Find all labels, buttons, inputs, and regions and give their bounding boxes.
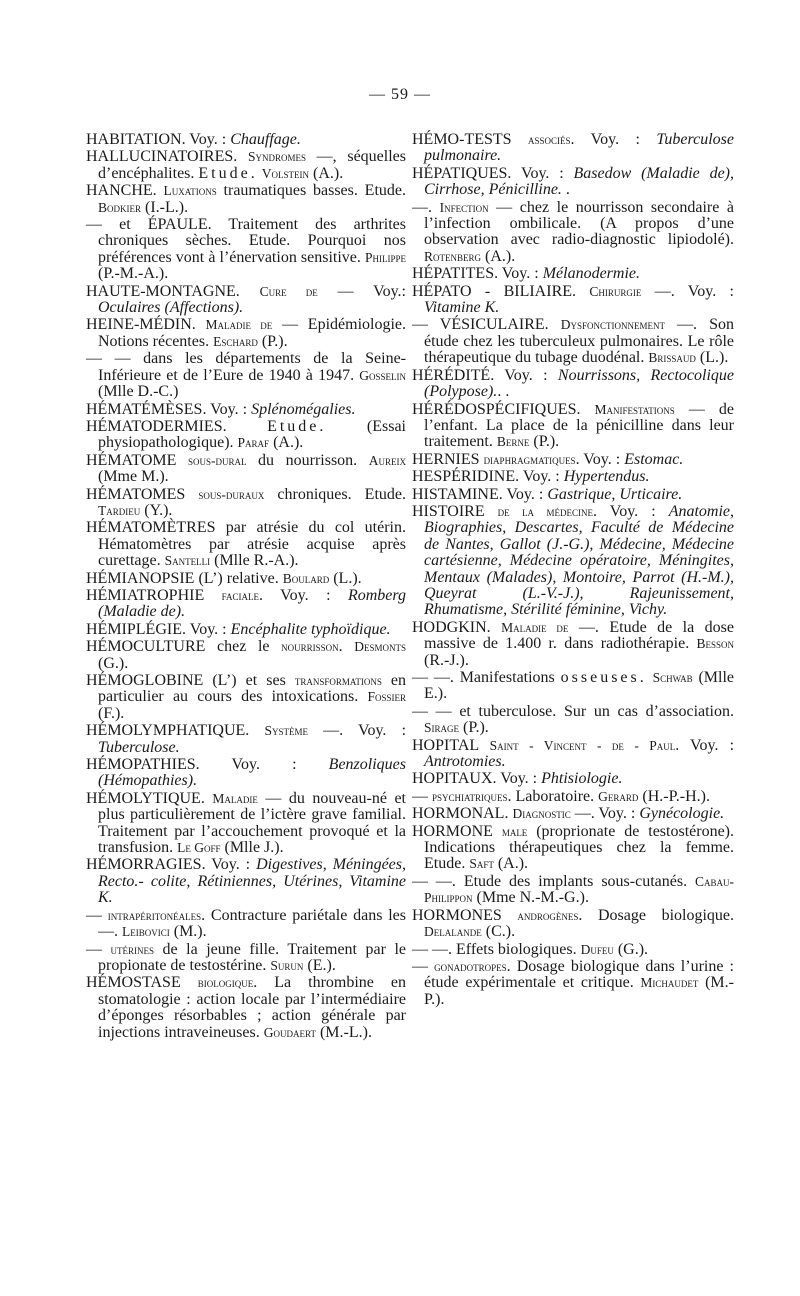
entry-segment: (E.). xyxy=(303,956,336,974)
entry-segment: osseuses. xyxy=(560,669,647,686)
index-entry xyxy=(412,908,734,941)
entry-segment: HÉMOGLOBINE (L’) et ses xyxy=(86,672,295,689)
entry-segment: Digestives, Méningées, Recto.- colite, Rétiniennes, Utérines, Vitamine K. xyxy=(98,856,406,907)
entry-segment: (Mlle R.-A.). xyxy=(210,552,299,570)
entry-segment: (Y.). xyxy=(140,501,173,519)
entry-segment: Le Goff xyxy=(177,840,221,856)
index-entry xyxy=(86,975,406,1041)
entry-segment: HÉMATOME xyxy=(86,451,188,469)
entry-segment: HISTAMINE. Voy. : xyxy=(412,485,548,503)
index-entry xyxy=(86,622,406,638)
index-entry xyxy=(412,504,734,619)
entry-segment: Maladie de xyxy=(501,619,569,635)
entry-segment: — xyxy=(86,906,108,924)
entry-segment: . xyxy=(338,638,355,656)
entry-segment: Berne xyxy=(496,434,530,450)
entry-segment: chroniques. Etude. xyxy=(264,485,406,503)
entry-segment: (M.-P.). xyxy=(424,974,734,1008)
index-entry xyxy=(412,284,734,317)
entry-segment: HOPITAUX. Voy. : xyxy=(412,770,542,788)
entry-segment: —. Voy. : xyxy=(307,722,407,740)
entry-segment: Desmonts xyxy=(354,639,407,655)
entry-segment: (Mlle J.). xyxy=(220,839,284,857)
entry-segment: Saint - Vincent - de - Paul xyxy=(489,737,676,753)
entry-segment: Chauffage. xyxy=(230,131,301,148)
entry-segment: Boulard xyxy=(282,570,330,586)
entry-segment: HÉMO-TESTS xyxy=(412,131,528,148)
entry-segment: sous-duraux xyxy=(198,486,265,502)
index-entry xyxy=(412,771,734,787)
entry-segment: de la médecine xyxy=(497,503,593,519)
entry-segment: . La thrombine en stomatologie : action locale par l’intermédiaire d’éponges résorbables ; action générale par injections intraveineuses. xyxy=(98,974,406,1041)
entry-segment: Estomac. xyxy=(624,450,684,468)
entry-segment: Gynécologie. xyxy=(639,805,725,823)
entry-segment: HODGKIN. xyxy=(412,618,502,636)
entry-segment: Santelli xyxy=(164,553,211,569)
entry-segment: Saft xyxy=(469,856,494,872)
entry-segment: HOPITAL xyxy=(412,736,490,754)
entry-segment: (I.-L.). xyxy=(141,198,189,216)
entry-segment: HÉPATIQUES. Voy. : xyxy=(412,164,574,182)
entry-segment: Delalande xyxy=(424,924,482,940)
entry-segment: Cabau-Philippon xyxy=(424,873,734,906)
entry-segment: Sirage xyxy=(424,720,460,736)
entry-segment: HESPÉRIDINE. Voy. : xyxy=(412,468,564,486)
entry-segment: HÉMATÉMÈSES. Voy. : xyxy=(86,400,252,418)
index-entry xyxy=(412,959,734,1008)
entry-segment: Gerard xyxy=(598,788,639,804)
entry-segment: Philippe xyxy=(364,249,406,265)
index-entry xyxy=(86,132,406,148)
index-entry xyxy=(412,942,734,958)
index-entry xyxy=(86,351,406,400)
entry-segment: Dufeu xyxy=(580,941,614,957)
entry-segment: . Voy. : xyxy=(675,736,735,754)
entry-segment: . Voy. : xyxy=(592,502,669,520)
entry-segment: HORMONES xyxy=(412,906,518,924)
index-entry xyxy=(412,317,734,366)
entry-segment: Vitamine K. xyxy=(424,299,500,317)
entry-segment: intrapéritonéales xyxy=(107,907,202,923)
index-entry xyxy=(412,874,734,907)
entry-segment: Aureix xyxy=(368,452,406,468)
index-entry xyxy=(412,402,734,451)
entry-segment: (Mlle D.-C.) xyxy=(98,383,179,401)
entry-segment: Romberg (Maladie de). xyxy=(98,586,407,621)
entry-segment: HÉMORRAGIES. Voy. : xyxy=(86,856,257,874)
entry-segment: Gastrique, Urticaire. xyxy=(547,485,683,503)
entry-segment: HÉMOCULTURE chez le xyxy=(86,638,282,656)
entry-segment: Manifestations xyxy=(594,401,675,417)
entry-segment: sous-dural xyxy=(187,452,247,468)
entry-segment: HÉMOPATHIES. Voy. : xyxy=(86,756,329,774)
entry-segment: faciale xyxy=(221,587,260,603)
entry-segment: — xyxy=(86,940,111,958)
entry-segment: (R.-J.). xyxy=(424,651,469,669)
entry-segment: Syndromes xyxy=(247,149,306,165)
entry-segment: Chirurgie xyxy=(589,283,642,299)
entry-segment: — chez le nourrisson secondaire à l’infection ombilicale. (A propos d’une observation avec radio-diagnostic lipiodolé). xyxy=(424,198,735,249)
entry-segment: Basedow (Maladie de), Cirrhose, Pénicilline. xyxy=(424,164,734,199)
entry-segment: — VÉSICULAIRE. xyxy=(412,316,561,334)
entry-segment: (P.-M.-A.). xyxy=(98,265,169,283)
entry-segment: HÉMOLYMPHATIQUE. xyxy=(86,722,265,740)
entry-segment: HÉMOLYTIQUE. xyxy=(86,789,213,807)
entry-segment: Infection xyxy=(439,199,489,215)
entry-segment: — — et tuberculose. Sur un cas d’association. xyxy=(412,702,734,720)
entry-segment: — Epidémiologie. Notions récentes. xyxy=(98,316,407,350)
index-entry xyxy=(86,317,406,350)
entry-segment: associés xyxy=(527,132,571,147)
entry-segment: HÉRÉDOSPÉCIFIQUES. xyxy=(412,400,595,418)
entry-segment: (C.). xyxy=(481,923,516,941)
entry-segment: HORMONE xyxy=(412,822,502,840)
entry-segment: transformations xyxy=(294,673,382,688)
entry-segment: — — dans les départements de la Seine-Inférieure et de l’Eure de 1940 à 1947. xyxy=(86,350,406,384)
entry-segment: Eschard xyxy=(213,333,258,349)
entry-segment: (G.). xyxy=(98,654,129,672)
entry-segment: Etude. xyxy=(198,164,258,182)
entry-segment: Cure de xyxy=(259,283,318,299)
entry-segment: — et ÉPAULE. Traitement des arthrites chroniques sèches. Etude. Pourquoi nos préférences vont à l’énervation sensitive. xyxy=(86,216,406,266)
index-entry xyxy=(412,824,734,873)
entry-segment: — —. Effets biologiques. xyxy=(412,940,581,958)
entry-segment: Tardieu xyxy=(98,502,141,518)
entry-segment: Mélanodermie. xyxy=(542,265,641,283)
index-entry xyxy=(86,791,406,857)
entry-segment: (M.). xyxy=(169,923,207,941)
entry-segment: utérines xyxy=(110,941,155,957)
entry-segment: Michaudet xyxy=(640,975,699,991)
entry-segment: Encéphalite typhoïdique. xyxy=(230,620,391,638)
entry-segment: diaphragmatiques xyxy=(483,451,576,467)
entry-segment: —, séquelles d’encéphalites. xyxy=(98,148,406,182)
entry-segment: Leibovici xyxy=(122,924,170,940)
entry-segment: Nourrissons, Rectocolique (Polypose). xyxy=(424,366,735,401)
entry-segment: Luxations xyxy=(163,183,217,199)
entry-segment: Paraf xyxy=(237,435,270,451)
entry-segment: androgènes xyxy=(517,907,579,923)
entry-segment: HÉMIANOPSIE (L’) relative. xyxy=(86,569,283,587)
index-entry xyxy=(86,453,406,486)
entry-segment: (L.). xyxy=(695,349,729,367)
entry-segment: Tuberculose pulmonaire. xyxy=(424,131,734,165)
entry-segment: . Laboratoire. xyxy=(507,787,599,805)
index-entry xyxy=(86,588,406,621)
index-entry xyxy=(412,368,734,401)
index-entry xyxy=(86,571,406,587)
entry-segment: Anatomie, Biographies, Descartes, Faculté de Médecine de Nantes, Gallot (J.-G.), Médecine, Médecine cartésienne, Médecine opératoire, Méningites, Mentaux (Malades), Montoire, Parrot (H.-M.), Queyrat (L.-V.-J.), Rajeunissement, Rhumatisme, Stérilité féminine, Vichy. xyxy=(424,502,735,619)
entry-segment: HÉRÉDITÉ. Voy. : xyxy=(412,366,558,384)
entry-segment: (Essai physiopathologique). xyxy=(98,417,406,452)
entry-segment: — —. Manifestations xyxy=(412,669,561,686)
entry-segment: (P.). xyxy=(257,332,288,350)
entry-segment: —. Son étude chez les tuberculeux pulmonaires. Le rôle thérapeutique du tubage duodénal. xyxy=(424,316,734,367)
entry-segment: HABITATION. Voy. : xyxy=(86,131,231,148)
entry-segment: HÉMATODERMIES. xyxy=(86,417,268,435)
index-entry xyxy=(412,452,734,468)
entry-segment: Tuberculose. xyxy=(98,738,180,756)
entry-segment: (G.). xyxy=(613,940,649,958)
index-entry xyxy=(86,402,406,418)
entry-segment: Oculaires (Affections). xyxy=(98,299,244,317)
index-entry xyxy=(412,487,734,503)
entry-segment: (A.). xyxy=(269,434,304,452)
entry-segment: Gosselin xyxy=(359,367,406,383)
entry-segment: (A.). xyxy=(308,164,344,182)
index-entry xyxy=(412,166,734,199)
index-entry xyxy=(86,149,406,182)
entry-segment: (proprionate de testostérone). Indications thérapeutiques chez la femme. Etude. xyxy=(424,822,734,873)
index-entry xyxy=(86,723,406,756)
entry-segment: —. Etude de la dose massive de 1.400 r. dans radiothérapie. xyxy=(424,618,734,653)
index-entry xyxy=(412,266,734,282)
entry-segment: HÉPATITES. Voy. : xyxy=(412,265,543,283)
entry-segment: Volstein xyxy=(261,165,309,181)
entry-segment: HÉMIPLÉGIE. Voy. : xyxy=(86,620,231,638)
entry-segment: Surun xyxy=(270,957,304,973)
entry-segment: Benzoliques (Hémopathies). xyxy=(98,756,406,790)
index-entry xyxy=(412,469,734,485)
entry-segment: — de l’enfant. La place de la pénicilline dans leur traitement. xyxy=(424,400,734,451)
entry-segment: traumatiques basses. Etude. xyxy=(216,182,407,200)
index-entry xyxy=(86,419,406,452)
entry-segment: gonadotropes xyxy=(434,958,507,974)
entry-segment: — —. Etude des implants sous-cutanés. xyxy=(412,872,695,890)
entry-segment: biologique xyxy=(197,975,254,991)
index-entry xyxy=(412,789,734,805)
entry-segment: — Voy.: xyxy=(317,282,406,300)
entry-segment: HÉPATO - BILIAIRE. xyxy=(412,282,590,300)
entry-segment: (P.). xyxy=(459,719,489,737)
index-entry xyxy=(86,942,406,975)
index-column-right xyxy=(412,132,734,1009)
index-entry xyxy=(86,639,406,672)
entry-segment: Maladie de xyxy=(205,317,273,333)
entry-segment: (L.). xyxy=(329,569,362,587)
entry-segment: . Contracture pariétale dans les —. xyxy=(98,906,406,941)
entry-segment: — du nouveau-né et plus particulièrement de l’ictère grave familial. Traitement par l’accouchement provoqué et la transfusion. xyxy=(98,789,406,857)
entry-segment: Rotenberg xyxy=(424,248,482,264)
index-entry xyxy=(86,284,406,317)
entry-segment: Système xyxy=(264,723,308,739)
entry-segment: en particulier au cours des intoxications. xyxy=(98,672,406,706)
entry-segment: Phtisiologie. xyxy=(541,770,623,788)
entry-segment: Bodkier xyxy=(98,199,142,215)
entry-segment: HÉMOSTASE xyxy=(86,974,198,992)
entry-segment: . Dosage biologique dans l’urine : étude expérimentale et critique. xyxy=(424,957,735,992)
index-entry xyxy=(86,487,406,520)
entry-segment: (Mme N.-M.-G.). xyxy=(472,889,589,907)
entry-segment: Dysfonctionnement xyxy=(560,317,665,333)
entry-segment: (A.). xyxy=(493,855,529,873)
index-entry xyxy=(86,857,406,906)
entry-segment: — xyxy=(412,957,435,975)
index-entry xyxy=(86,217,406,283)
entry-segment: HISTOIRE xyxy=(412,502,498,520)
entry-segment: (A.). xyxy=(481,247,516,265)
entry-segment: —. Voy. : xyxy=(641,282,735,300)
entry-segment: Etude. xyxy=(267,417,327,435)
entry-segment: Schwab xyxy=(652,670,693,685)
page-number: — 59 — xyxy=(369,86,431,103)
entry-segment: Diagnostic xyxy=(512,806,571,822)
entry-segment: nourrisson xyxy=(281,639,339,655)
entry-segment: — xyxy=(412,787,432,805)
index-entry xyxy=(86,183,406,216)
entry-segment: HORMONAL. xyxy=(412,805,513,823)
entry-segment: (M.-L.). xyxy=(315,1023,372,1041)
entry-segment: . Voy. : xyxy=(259,586,348,604)
entry-segment: male xyxy=(501,823,528,839)
index-entry xyxy=(86,520,406,569)
index-column-left xyxy=(86,132,406,1042)
entry-segment: —. xyxy=(412,198,440,216)
entry-segment: psychiatriques xyxy=(432,788,508,804)
entry-segment: HANCHE. xyxy=(86,182,164,200)
entry-segment: Antrotomies. xyxy=(424,753,506,771)
entry-segment: HÉMATOMÈTRES par atrésie du col utérin. Hématomètres par atrésie acquise après curettage. xyxy=(86,519,406,570)
entry-segment: HÉMATOMES xyxy=(86,485,199,503)
entry-segment: . . xyxy=(497,383,510,401)
entry-segment: (Mlle E.). xyxy=(424,669,735,703)
entry-segment: HALLUCINATOIRES. xyxy=(86,148,248,166)
index-entry xyxy=(412,132,734,165)
entry-segment: HEINE-MÉDIN. xyxy=(86,316,206,334)
entry-segment: . Voy. : xyxy=(575,450,625,468)
entry-segment: du nourrisson. xyxy=(246,451,369,469)
entry-segment: HERNIES xyxy=(412,450,484,468)
index-entry xyxy=(412,620,734,669)
index-entry xyxy=(86,757,406,790)
entry-segment: . Dosage biologique. xyxy=(578,906,735,924)
entry-segment: (H.-P.-H.). xyxy=(638,787,710,805)
entry-segment: Fossier xyxy=(367,689,406,705)
entry-segment: Brissaud xyxy=(648,350,696,366)
entry-segment: Maladie xyxy=(212,790,258,806)
index-entry xyxy=(412,670,734,703)
index-entry xyxy=(86,908,406,941)
entry-segment: HÉMIATROPHIE xyxy=(86,586,222,604)
entry-segment: (P.). xyxy=(529,433,560,451)
entry-segment: HAUTE-MONTAGNE. xyxy=(86,282,260,300)
entry-segment: . xyxy=(561,181,570,199)
entry-segment: Goudaert xyxy=(263,1024,316,1040)
entry-segment: Splénomégalies. xyxy=(251,400,356,418)
index-entry xyxy=(412,200,734,266)
index-entry xyxy=(412,738,734,771)
entry-segment: Hypertendus. xyxy=(563,468,650,486)
entry-segment: (F.). xyxy=(98,704,125,722)
index-entry xyxy=(412,806,734,822)
index-entry xyxy=(412,704,734,737)
entry-segment: Besson xyxy=(696,636,734,652)
entry-segment: —. Voy. : xyxy=(570,805,640,823)
entry-segment: (Mme M.). xyxy=(98,468,169,486)
entry-segment: . Voy. : xyxy=(570,131,657,148)
index-entry xyxy=(86,673,406,722)
entry-segment: de la jeune fille. Traitement par le propionate de testostérine. xyxy=(98,940,406,974)
